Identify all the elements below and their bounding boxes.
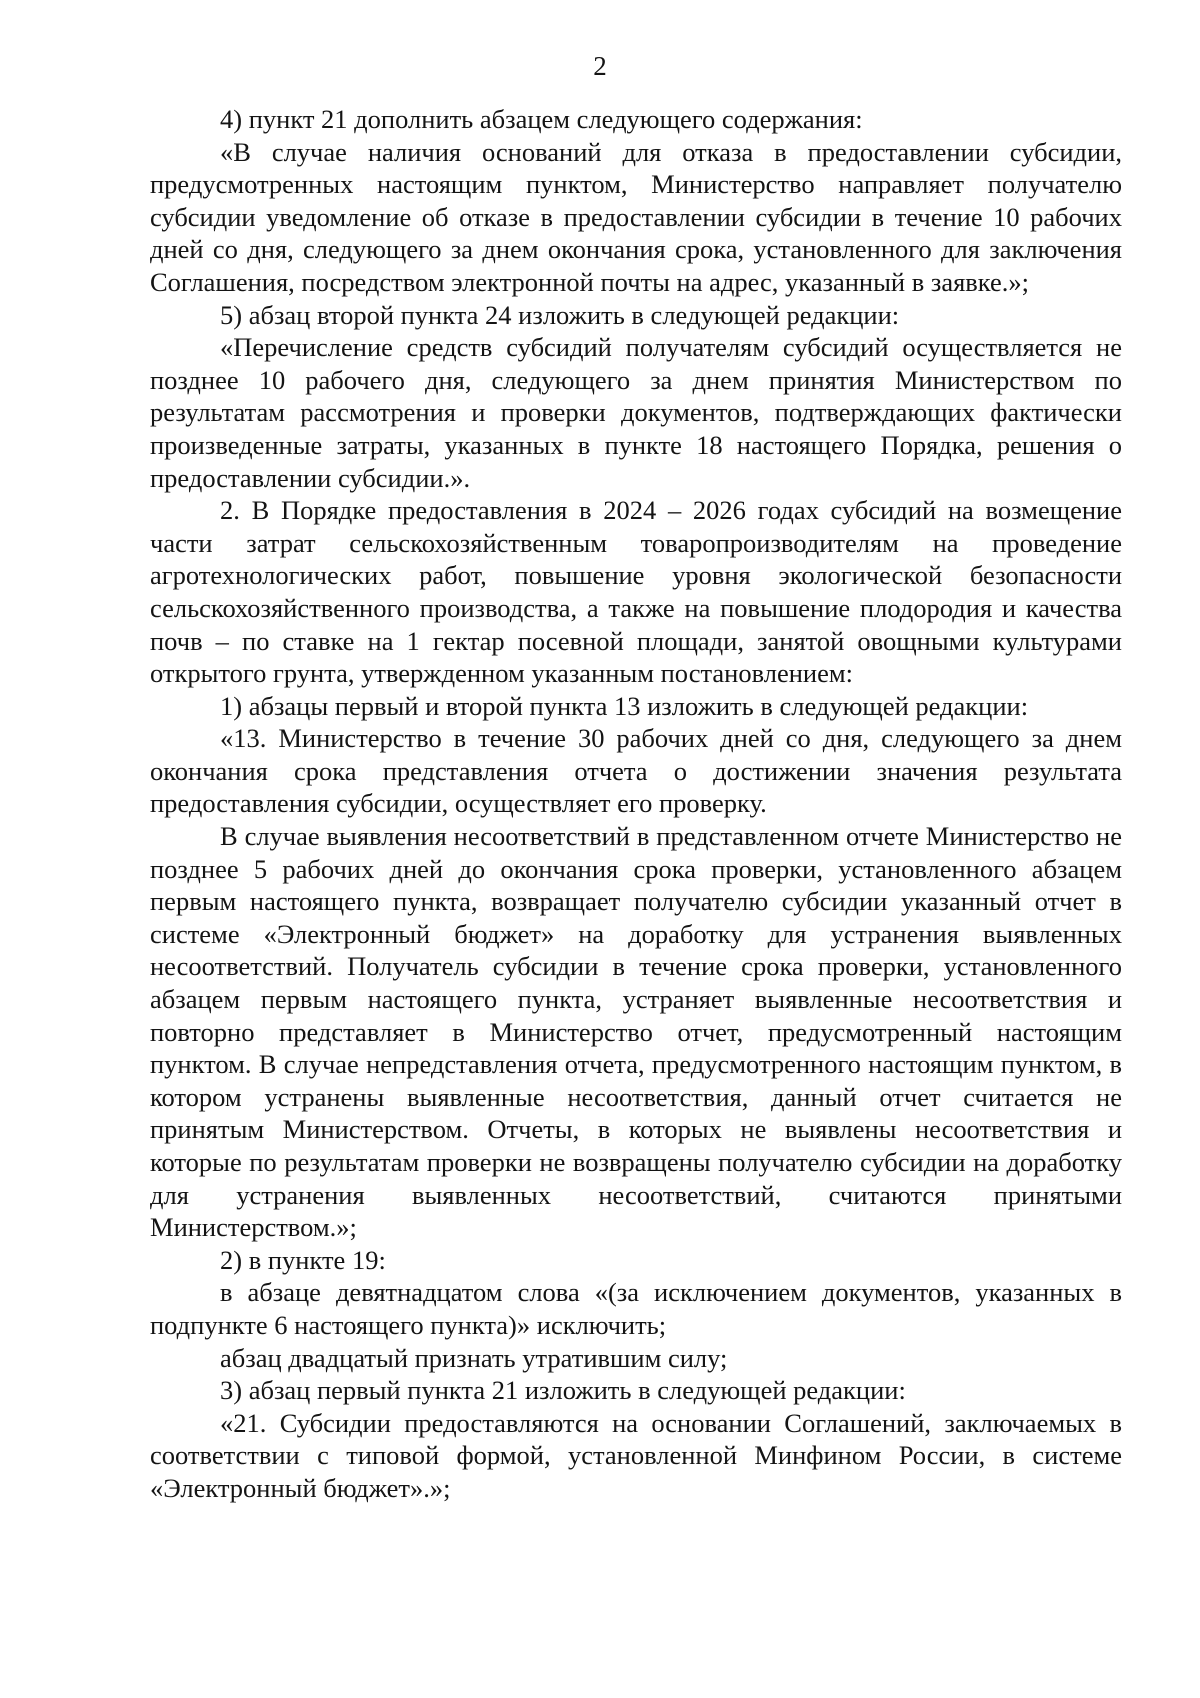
paragraph-item-4-supplement: 4) пункт 21 дополнить абзацем следующего содержания: bbox=[220, 104, 863, 134]
paragraph-twentieth-clause: абзац двадцатый признать утратившим силу; bbox=[220, 1342, 728, 1373]
paragraph-refusal-notice: «В случае наличия оснований для отказа в предоставлении субсидии, предусмотренных настоящим пунктом, Министерство направляет получателю субсидии уведомление об отказе в предоставлении субсидии в течение 10 рабочих дней со дня, следующего за днем окончания срока, установленного для заключения Соглашения, посредством электронной почты на адрес, указанный в заявке.»; bbox=[150, 136, 1122, 297]
paragraph-nineteenth-clause: в абзаце девятнадцатом слова «(за исключением документов, указанных в подпункте 6 настоящего пункта)» исключить; bbox=[150, 1277, 1122, 1340]
paragraph-point-21-agreements: «21. Субсидии предоставляются на основании Соглашений, заключаемых в соответствии с типовой формой, установленной Минфином России, в системе «Электронный бюджет».»; bbox=[150, 1407, 1122, 1503]
document-body bbox=[150, 103, 1122, 1505]
paragraph-item-5-amend: 5) абзац второй пункта 24 изложить в следующей редакции: bbox=[220, 299, 900, 330]
paragraph-section-2-procedure: 2. В Порядке предоставления в 2024 – 2026 годах субсидий на возмещение части затрат сельскохозяйственным товаропроизводителям на проведение агротехнологических работ, повышение уровня экологической безопасности сельскохозяйственного производства, а также на повышение плодородия и качества почв – по ставке на 1 гектар посевной площади, занятой овощными культурами открытого грунта, утвержденном указанным постановлением: bbox=[150, 495, 1122, 689]
paragraph-point-13-review: «13. Министерство в течение 30 рабочих дней со дня, следующего за днем окончания срока представления отчета о достижении значения результата предоставления субсидии, осуществляет его проверку. bbox=[150, 723, 1122, 819]
paragraph-transfer-of-funds: «Перечисление средств субсидий получателям субсидий осуществляется не позднее 10 рабочего дня, следующего за днем принятия Министерством по результатам рассмотрения и проверки документов, подтверждающих фактически произведенные затраты, указанных в пункте 18 настоящего Порядка, решения о предоставлении субсидии.». bbox=[150, 332, 1122, 493]
paragraph-item-3-amend: 3) абзац первый пункта 21 изложить в следующей редакции: bbox=[220, 1375, 906, 1406]
paragraph-item-2-point-19: 2) в пункте 19: bbox=[220, 1244, 386, 1275]
page-number: 2 bbox=[593, 51, 607, 81]
paragraph-item-1-amend: 1) абзацы первый и второй пункта 13 изложить в следующей редакции: bbox=[220, 690, 1029, 721]
paragraph-discrepancies: В случае выявления несоответствий в представленном отчете Министерство не позднее 5 рабочих дней до окончания срока проверки, установленного абзацем первым настоящего пункта, возвращает получателю субсидии указанный отчет в системе «Электронный бюджет» на доработку для устранения выявленных несоответствий. Получатель субсидии в течение срока проверки, установленного абзацем первым настоящего пункта, устраняет выявленные несоответствия и повторно представляет в Министерство отчет, предусмотренный настоящим пунктом. В случае непредставления отчета, предусмотренного настоящим пунктом, в котором устранены выявленные несоответствия, данный отчет считается не принятым Министерством. Отчеты, в которых не выявлены несоответствия и которые по результатам проверки не возвращены получателю субсидии на доработку для устранения выявленных несоответствий, считаются принятыми Министерством.»; bbox=[150, 821, 1122, 1243]
